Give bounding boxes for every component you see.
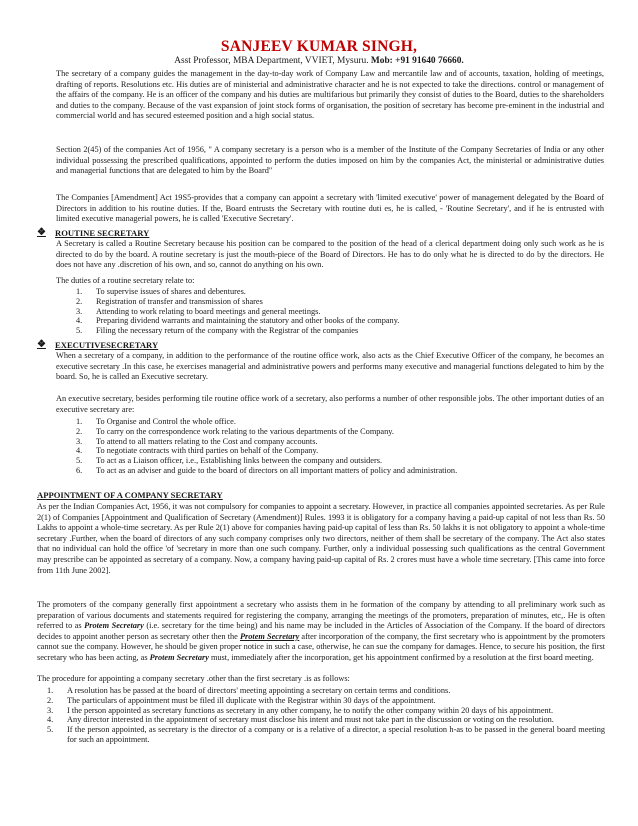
list-item [76, 307, 604, 317]
routine-duties-list [76, 287, 604, 336]
list-item-number: 4. [76, 446, 83, 456]
page-title: SANJEEV KUMAR SINGH, [220, 38, 418, 55]
executive-secretary-heading-text: EXECUTIVESECRETARY [55, 339, 159, 350]
list-item-text: To Organise and Control the whole office. [96, 417, 236, 426]
list-item-number: 3. [47, 705, 54, 715]
list-item-number: 3. [76, 306, 83, 316]
intro-paragraph-1: The secretary of a company guides the management in the day-to-day work of Company Law and mercantile law and of accounts, taxation, holding of meetings, drafting of reports. Resolutions etc. His duties are of ministerial and administrative character and he is not expected to take the directions. control or management of the affairs of the company. He is an officer of the company and his duties are multifarious but primarily they consist of duties to the Board, duties to the shareholders and duties to the company. Because of the vast expansion of joint stock forms of organisation, the position of secretary has become pre-eminent in the industrial and commercial world and has secured esteemed position and a high social status. [56, 69, 604, 121]
list-item [47, 706, 605, 716]
appointment-paragraph-2-part-c: after incorporation of the company, the first secretary who is appointment by the promoters cannot sue the company. However, he should be given proper notice in such a case, otherwise, he can sue the company for damages. Hence, to secure his position, the first secretary who has been acting, as [37, 631, 606, 662]
list-item-text: To attend to all matters relating to the Cost and company accounts. [96, 436, 318, 446]
executive-duties-list [76, 417, 604, 476]
list-item [47, 696, 605, 706]
appointment-heading: APPOINTMENT OF A COMPANY SECRETARY [37, 490, 223, 500]
list-item [76, 456, 604, 466]
list-item-number: 2. [76, 296, 83, 306]
routine-duties-intro: The duties of a routine secretary relate to: [56, 276, 195, 285]
list-item [76, 316, 604, 326]
list-item [76, 437, 604, 447]
list-item [47, 686, 605, 696]
list-item-number: 2. [47, 695, 54, 705]
protem-secretary-term: Protem Secretary [84, 621, 144, 631]
list-item-number: 5. [76, 326, 83, 336]
list-item-number: 5. [76, 456, 83, 466]
author-subtitle [0, 56, 638, 66]
routine-secretary-heading-text: ROUTINE SECRETARY [55, 227, 150, 238]
list-item [47, 715, 605, 725]
list-item [76, 417, 604, 427]
executive-secretary-paragraph: When a secretary of a company, in addition to the performance of the routine office work, also acts as the Chief Executive Officer of the company, he becomes an executive secretary .In this case, he exercises managerial and administrative powers and performs many executive and managerial functions delegated to him by the board. So, he is called an Executive secretary. [56, 351, 604, 382]
appointment-paragraph-2-part-b: (i.e. secretary for the time being) and his name may be included in the Articles of Association of the Company. If the board of directors decides to appoint another person as secretary other then the [37, 621, 606, 641]
list-item-text: Preparing dividend warrants and maintaining the statutory and other books of the company. [96, 316, 400, 326]
list-item-text: To supervise issues of shares and debentures. [96, 287, 246, 296]
list-item-number: 1. [76, 417, 83, 426]
appointment-paragraph-1: As per the Indian Companies Act, 1956, it was not compulsory for companies to appoint a secretary. However, in practice all companies appointed secretaries. As per Rule 2(1) of Companies [Appointment and Qualification of Secretary (Amendment)] Rules. 1993 it is obligatory for a company having a paid-up capital of not less than Rs. 50 Lakhs to appoint a whole-time secretary. As per Rule 2(1) above for companies having paid-up capital of less than Rs. 50 lakhs it is not obligatory to appoint a whole-time secretary .Further, when the board of directors of any such company comprises only two directors, neither of them shall be secretary of the company. The Act also states that no individual can hold the office 'of 'secretary in more than one such company. Further, only a individual possessing such qualifications as the central Government may prescribe can be appointed as secretary of a company. Now, a company having paid-up capital of Rs. 2 crores must have a whole time secretary. [This came into force from 11th June 2002]. [37, 502, 605, 575]
list-item-number: 2. [76, 426, 83, 436]
executive-secretary-paragraph-2: An executive secretary, besides performing tile routine office work of a secretary, also performs a number of other responsible jobs. The other important duties of an executive secretary are: [56, 394, 604, 414]
list-item [76, 466, 604, 476]
list-item-text: Registration of transfer and transmission of shares [96, 296, 263, 306]
list-item-number: 6. [76, 465, 83, 475]
list-item-text: Any director interested in the appointment of secretary must disclose his intent and must not take part in the discussion or voting on the resolution. [67, 715, 554, 725]
list-item [76, 326, 604, 336]
list-item-text: A resolution has be passed at the board of directors' meeting appointing a secretary on certain terms and conditions. [67, 686, 451, 695]
list-item [76, 446, 604, 456]
appointment-paragraph-2-part-d: must, immediately after the incorporation, get his appointment confirmed by a resolution at the first board meeting. [208, 652, 594, 662]
list-item [76, 427, 604, 437]
list-item-text: Attending to work relating to board meetings and general meetings. [96, 306, 321, 316]
list-item-text: I the person appointed as secretary functions as secretary in any other company, he to notify the other company within 20 days of his appointment. [67, 705, 554, 715]
executive-secretary-heading [37, 339, 158, 350]
list-item-text: To negotiate contracts with third parties on behalf of the Company. [96, 446, 319, 456]
diamond-bullet-icon: ❖ [37, 339, 46, 350]
list-item-number: 1. [76, 287, 83, 296]
intro-paragraph-3: The Companies [Amendment] Act 19S5-provides that a company can appoint a secretary with 'limited executive' power of management delegated by the Board of Directors in addition to his routine duties. If the, Board entrusts the Secretary with routine duti es, he is called, - 'Routine Secretary', and if he is entrusted with limited executive managerial powers, he is called 'Executive Secretary'. [56, 193, 604, 224]
list-item-number: 1. [47, 686, 54, 695]
appointment-steps-list [47, 686, 605, 745]
list-item-number: 3. [76, 436, 83, 446]
list-item-number: 4. [47, 715, 54, 725]
list-item [76, 297, 604, 307]
list-item-text: If the person appointed, as secretary is the director of a company or is a relative of a director, a special resolution h-as to be passed in the general board meeting for such an appointment. [67, 725, 605, 744]
procedure-intro: The procedure for appointing a company secretary .other than the first secretary .is as follows: [37, 674, 350, 683]
list-item-text: To carry on the correspondence work relating to the various departments of the Company. [96, 426, 394, 436]
protem-secretary-term: Protem Secretary [149, 652, 209, 662]
list-item-number: 5. [47, 725, 54, 735]
intro-paragraph-2: Section 2(45) of the companies Act of 1956, " A company secretary is a person who is a member of the Institute of the Company Secretaries of India or any other individual possessing the prescribed qualifications, appointed to perform the duties imposed on him by the companies Act, the ministerial or administrative duties and managerial functions that are delegated to him by the Board" [56, 145, 604, 176]
list-item [76, 287, 604, 297]
list-item-text: To act as a Liaison officer, i.e., Establishing links between the company and outsiders. [96, 456, 383, 466]
list-item-text: To act as an adviser and guide to the board of directors on all important matters of policy and administration. [96, 465, 458, 475]
list-item-text: The particulars of appointment must be filed ill duplicate with the Registrar within 30 days of the appointment. [67, 695, 436, 705]
list-item [47, 725, 605, 745]
routine-secretary-heading [37, 227, 149, 238]
list-item-number: 4. [76, 316, 83, 326]
protem-secretary-term: Protem Secretary [239, 631, 300, 641]
author-designation: Asst Professor, MBA Department, VVIET, Mysuru. [174, 56, 369, 66]
routine-secretary-paragraph: A Secretary is called a Routine Secretary because his position can be compared to the position of the head of a clerical department doing only such work as he is directed to do by the board. A routine secretary is just the mouth-piece of the Board of Directors. He has to do only what he is directed to do by the directors. He does not have any .discretion of his own, and so, cannot do anything on his own. [56, 239, 604, 270]
appointment-paragraph-2-part-a: The promoters of the company generally first appointment a secretary who assists them in he formation of the company by attending to all preliminary work such as preparation of various documents and statements required for registering the company, arranging the meetings of the promoters, preparation of minutes, etc,. He is often referred to as [37, 600, 605, 631]
list-item-text: Filing the necessary return of the company with the Registrar of the companies [96, 326, 359, 336]
diamond-bullet-icon: ❖ [37, 227, 46, 238]
author-mobile: Mob: +91 91640 76660. [370, 56, 464, 66]
appointment-paragraph-2 [37, 600, 605, 664]
